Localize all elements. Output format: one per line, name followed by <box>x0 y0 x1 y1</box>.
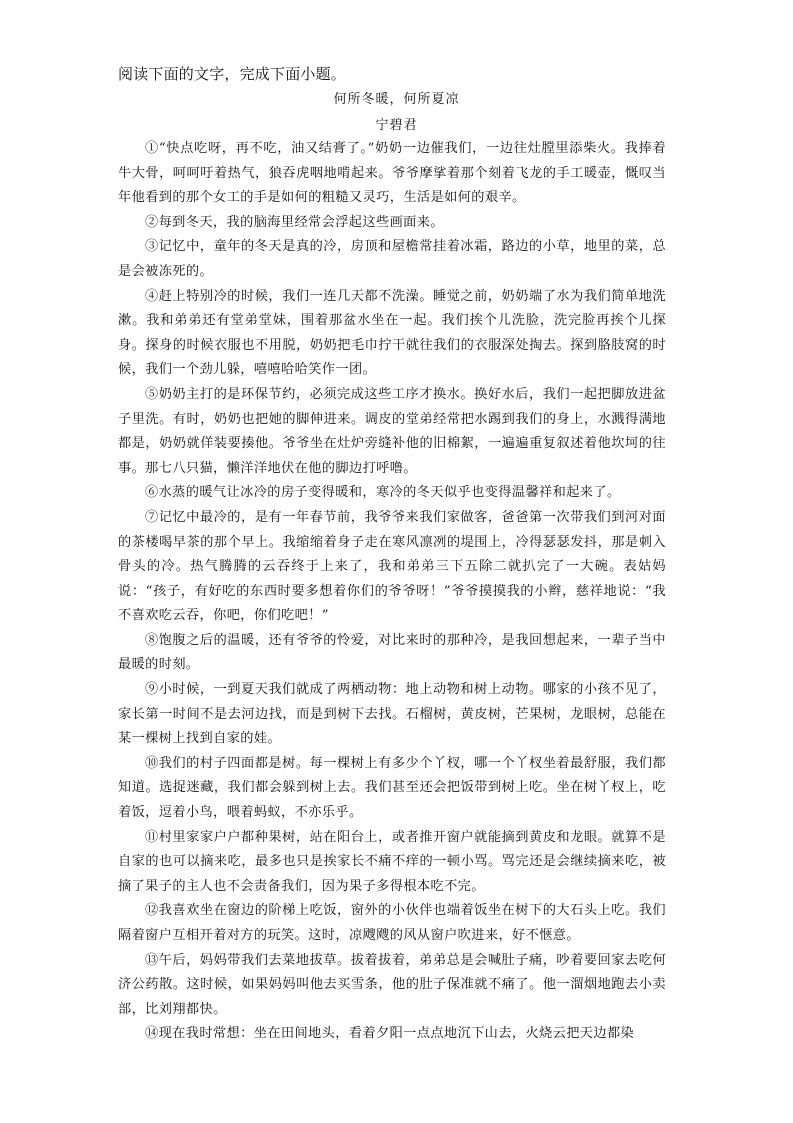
paragraph-9: ⑨小时候，一到夏天我们就成了两栖动物：地上动物和树上动物。哪家的小孩不见了，家长第一时间不是去河边找，而是到树下去找。石榴树，黄皮树，芒果树，龙眼树，总能在某一棵树上找到自家的娃。 <box>118 682 666 747</box>
article-body <box>118 137 666 1047</box>
paragraph-5: ⑤奶奶主打的是环保节约，必须完成这些工序才换水。换好水后，我们一起把脚放进盆子里洗。有时，奶奶也把她的脚伸进来。调皮的堂弟经常把水踢到我们的身上，水溅得满地都是，奶奶就佯装要揍他。爷爷坐在灶炉旁缝补他的旧棉絮，一遍遍重复叙述着他坎坷的往事。那七八只猫，懒洋洋地伏在他的脚边打呼噜。 <box>118 386 666 476</box>
paragraph-8: ⑧饱腹之后的温暖，还有爷爷的怜爱，对比来时的那种冷，是我回想起来，一辈子当中最暖的时刻。 <box>118 632 666 673</box>
article-title: 何所冬暖，何所夏凉 <box>333 92 460 107</box>
paragraph-13: ⑬午后，妈妈带我们去菜地拔草。拔着拔着，弟弟总是会喊肚子痛，吵着要回家去吃何济公药散。这时候，如果妈妈叫他去买雪条，他的肚子保准就不痛了。他一溜烟地跑去小卖部，比刘翔都快。 <box>118 952 666 1017</box>
paragraph-7: ⑦记忆中最冷的，是有一年春节前，我爷爷来我们家做客，爸爸第一次带我们到河对面的茶楼喝早茶的那个早上。我缩缩着身子走在寒风凛冽的堤围上，冷得瑟瑟发抖，那是刺入骨头的冷。热气腾腾的云吞终于上来了，我和弟弟三下五除二就扒完了一大碗。表姑妈说：“孩子，有好吃的东西时要多想着你们的爷爷呀！”爷爷摸摸我的小辫，慈祥地说：“我不喜欢吃云吞，你吧，你们吃吧！” <box>118 509 666 624</box>
paragraph-4: ④赶上特别冷的时候，我们一连几天都不洗澡。睡觉之前，奶奶端了水为我们简单地洗漱。我和弟弟还有堂弟堂妹，围着那盆水坐在一起。我们挨个儿洗脸，洗完脸再挨个儿探身。探身的时候衣服也不用脱，奶奶把毛巾拧干就往我们的衣服深处掏去。探到胳肢窝的时候，我们一个劲儿躲，嘻嘻哈哈笑作一团。 <box>118 288 666 378</box>
paragraph-11: ⑪村里家家户户都种果树，站在阳台上，或者推开窗户就能摘到黄皮和龙眼。就算不是自家的也可以摘来吃，最多也只是挨家长不痛不痒的一顿小骂。骂完还是会继续摘来吃，被摘了果子的主人也不会责备我们，因为果子多得根本吃不完。 <box>118 829 666 894</box>
paragraph-2: ②每到冬天，我的脑海里经常会浮起这些画面来。 <box>145 214 444 230</box>
paragraph-3: ③记忆中，童年的冬天是真的冷，房顶和屋檐常挂着冰霜，路边的小草，地里的菜，总是会被冻死的。 <box>118 239 666 279</box>
paragraph-12: ⑫我喜欢坐在窗边的阶梯上吃饭，窗外的小伙伴也端着饭坐在树下的大石头上吃。我们隔着窗户互相开着对方的玩笑。这时，凉飕飕的风从窗户吹进来，好不惬意。 <box>118 903 666 943</box>
question-instruction: 阅读下面的文字，完成下面小题。 <box>118 65 347 83</box>
paragraph-10: ⑩我们的村子四面都是树。每一棵树上有多少个丫杈，哪一个丫杈坐着最舒服，我们都知道。选捉迷藏，我们都会躲到树上去。我们甚至还会把饭带到树上吃。坐在树丫杈上，吃着饭，逗着小鸟，喂着蚂蚁，不亦乐乎。 <box>118 755 666 821</box>
paragraph-1: ①“快点吃呀，再不吃，油又结膏了。”奶奶一边催我们，一边往灶膛里添柴火。我捧着牛大骨，呵呵吁着热气，狼吞虎咽地啃起来。爷爷摩挲着那个刻着飞龙的手工暖壶，慨叹当年他看到的那个女工的手是如何的粗糙又灵巧，生活是如何的艰辛。 <box>118 141 666 206</box>
paragraph-6: ⑥水蒸的暖气让冰冷的房子变得暖和，寒冷的冬天似乎也变得温馨祥和起来了。 <box>145 485 621 501</box>
article-author: 宁碧君 <box>375 118 418 133</box>
paragraph-14: ⑭现在我时常想：坐在田间地头，看着夕阳一点点地沉下山去，火烧云把天边都染 <box>145 1026 635 1042</box>
